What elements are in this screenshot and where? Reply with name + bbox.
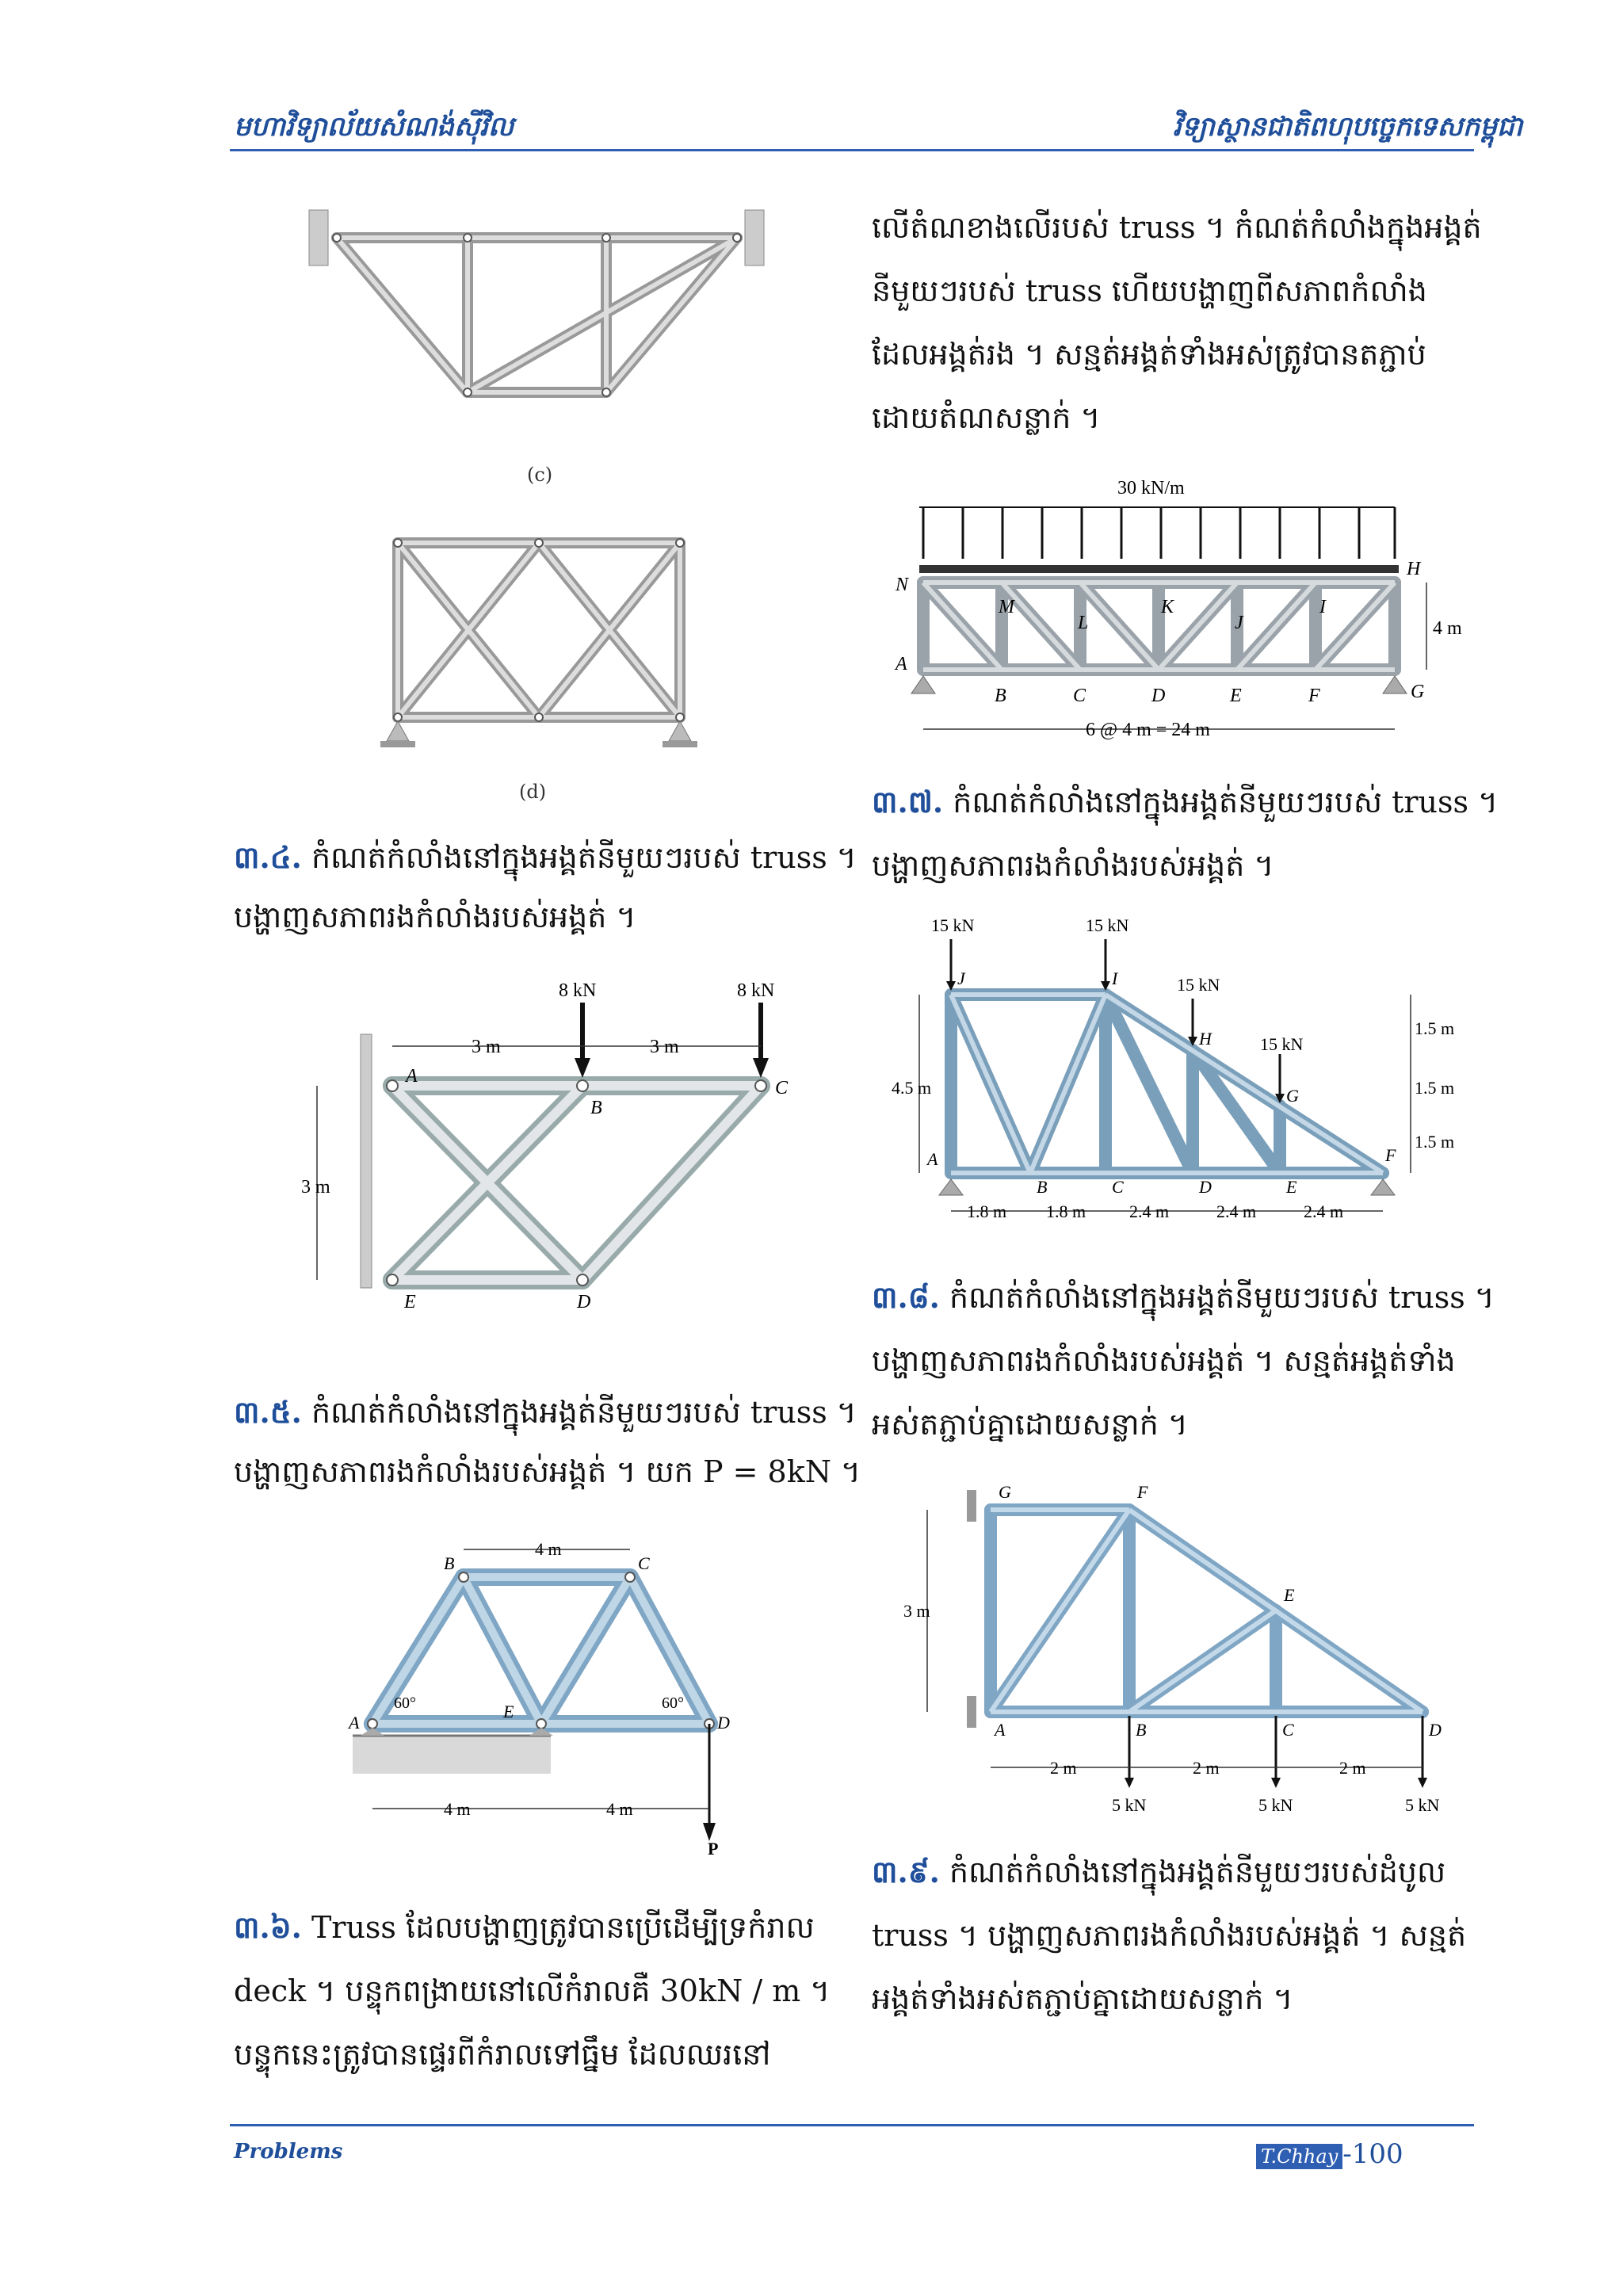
fig36-height: 4 m — [1433, 618, 1462, 639]
fig35-load: P — [708, 1839, 719, 1859]
problem-3-8-line3: អស់តភ្ជាប់គ្នាដោយសន្លាក់ ។ — [872, 1407, 1188, 1442]
fig34-label-b: B — [590, 1098, 602, 1118]
footer-page-number: -100 — [1342, 2138, 1403, 2170]
problem-3-5-number: ៣.៥. — [234, 1394, 302, 1430]
fig37-label-a: A — [927, 1149, 938, 1169]
fig35-bottom-dim1: 4 m — [444, 1799, 471, 1819]
footer-page — [1256, 2138, 1403, 2170]
problem-3-4-line2: បង្ហាញសភាពរងកំលាំងរបស់អង្គត់ ។ — [234, 900, 636, 934]
fig38-load-c: 5 kN — [1258, 1795, 1293, 1815]
fig37-label-g: G — [1286, 1086, 1299, 1106]
fig36-label-f: F — [1308, 686, 1320, 706]
fig38-label-b: B — [1136, 1720, 1147, 1740]
fig38-label-f: F — [1137, 1482, 1148, 1502]
fig35-label-e: E — [503, 1702, 514, 1721]
fig34-dim1: 3 m — [472, 1037, 501, 1057]
problem-3-9-number: ៣.៩. — [872, 1854, 940, 1889]
fig37-height: 4.5 m — [892, 1078, 932, 1098]
problem-3-7-number: ៣.៧. — [872, 784, 944, 819]
header-left: មហាវិទ្យាល័យសំណង់ស៊ីវិល — [234, 111, 514, 143]
fig38-label-g: G — [999, 1482, 1011, 1502]
fig34-height: 3 m — [301, 1177, 330, 1198]
problem-3-6-cont-line4: ដោយតំណសន្លាក់ ។ — [872, 400, 1101, 435]
fig36-label-j: J — [1235, 613, 1243, 633]
fig37-bottom-dim5: 2.4 m — [1304, 1201, 1344, 1221]
problem-3-5-line1 — [234, 1383, 857, 1442]
problem-3-5-line2: បង្ហាញសភាពរងកំលាំងរបស់អង្គត់ ។ យក P = 8kN ។ — [234, 1454, 861, 1489]
problem-3-4-text: កំណត់កំលាំងនៅក្នុងអង្គត់នីមួយៗរបស់ truss ។ — [311, 840, 857, 875]
fig37-label-b: B — [1037, 1177, 1048, 1197]
fig38-label-e: E — [1284, 1585, 1295, 1605]
fig37-label-c: C — [1112, 1177, 1124, 1197]
fig34-load-b: 8 kN — [559, 980, 597, 1001]
problem-3-8-line1 — [872, 1268, 1495, 1327]
fig37-load-g: 15 kN — [1260, 1034, 1304, 1054]
problem-3-6-line1 — [234, 1898, 815, 1957]
problem-3-4-line1 — [234, 828, 857, 887]
figure-d — [380, 523, 697, 753]
fig37-load-i: 15 kN — [1086, 915, 1129, 935]
fig37-right-dim3: 1.5 m — [1415, 1132, 1455, 1152]
problem-3-7-line2: បង្ហាញសភាពរងកំលាំងរបស់អង្គត់ ។ — [872, 848, 1274, 883]
fig38-label-c: C — [1282, 1720, 1294, 1740]
fig36-label-n: N — [896, 575, 909, 595]
fig37-load-j: 15 kN — [931, 915, 975, 935]
fig37-load-h: 15 kN — [1177, 975, 1220, 995]
fig37-label-f: F — [1385, 1145, 1396, 1165]
figure-3-5 — [337, 1526, 781, 1859]
problem-3-6-number: ៣.៦. — [234, 1909, 302, 1945]
fig35-label-c: C — [638, 1553, 650, 1573]
problem-3-5-text: កំណត់កំលាំងនៅក្នុងអង្គត់នីមួយៗរបស់ truss ។ — [311, 1395, 857, 1430]
problem-3-6-cont-line3: ដែលអង្គត់រង ។ សន្មត់អង្គត់ទាំងអស់ត្រូវបានតភ្ជាប់ — [872, 337, 1426, 372]
fig36-label-d: D — [1151, 686, 1166, 706]
fig36-load: 30 kN/m — [1117, 478, 1185, 499]
problem-3-8-line2: បង្ហាញសភាពរងកំលាំងរបស់អង្គត់ ។ សន្មត់អង្គត់ទាំង — [872, 1343, 1456, 1378]
fig35-label-a: A — [349, 1713, 360, 1733]
fig37-bottom-dim3: 2.4 m — [1129, 1201, 1170, 1221]
figure-d-caption: (d) — [519, 781, 547, 803]
fig37-label-i: I — [1112, 968, 1118, 988]
footer-left: Problems — [234, 2140, 343, 2164]
fig37-bottom-dim1: 1.8 m — [967, 1201, 1007, 1221]
figure-3-6 — [888, 472, 1474, 757]
fig36-label-m: M — [999, 597, 1014, 617]
fig36-label-b: B — [995, 686, 1006, 706]
problem-3-7-line1 — [872, 773, 1498, 831]
fig36-label-e: E — [1230, 686, 1242, 706]
fig36-label-l: L — [1078, 613, 1089, 633]
fig37-right-dim2: 1.5 m — [1415, 1078, 1455, 1098]
fig35-angle1: 60° — [394, 1694, 416, 1712]
problem-3-7-text: កំណត់កំលាំងនៅក្នុងអង្គត់នីមួយៗរបស់ truss ។ — [953, 785, 1499, 819]
fig38-label-d: D — [1429, 1720, 1442, 1740]
problem-3-6-cont-line1: លើតំណខាងលើរបស់ truss ។ កំណត់កំលាំងក្នុងអង្គត់ — [872, 210, 1482, 245]
fig36-label-h: H — [1407, 559, 1421, 579]
fig36-label-c: C — [1073, 686, 1086, 706]
footer-rule — [230, 2124, 1474, 2126]
fig34-label-d: D — [577, 1292, 591, 1312]
fig38-load-d: 5 kN — [1405, 1795, 1440, 1815]
figure-3-7 — [888, 911, 1474, 1228]
fig38-label-a: A — [995, 1720, 1006, 1740]
fig35-top-dim: 4 m — [535, 1539, 562, 1559]
fig35-label-d: D — [717, 1713, 730, 1733]
fig37-label-d: D — [1199, 1177, 1212, 1197]
problem-3-9-line2: truss ។ បង្ហាញសភាពរងកំលាំងរបស់អង្គត់ ។ សន្មត់ — [872, 1918, 1467, 1953]
fig37-bottom-dim2: 1.8 m — [1046, 1201, 1086, 1221]
fig34-label-e: E — [404, 1292, 416, 1312]
fig38-bottom-dim2: 2 m — [1193, 1758, 1220, 1778]
problem-3-6-text: Truss ដែលបង្ហាញត្រូវបានប្រើដើម្បីទ្រកំរាល — [311, 1910, 815, 1945]
footer-tag: T.Chhay — [1256, 2144, 1342, 2169]
problem-3-9-text: កំណត់កំលាំងនៅក្នុងអង្គត់នីមួយៗរបស់ដំបូល — [949, 1855, 1446, 1889]
fig34-load-c: 8 kN — [737, 980, 775, 1001]
fig35-angle2: 60° — [662, 1694, 684, 1712]
fig34-label-c: C — [775, 1078, 789, 1098]
figure-c — [301, 202, 777, 416]
problem-3-8-text: កំណត់កំលាំងនៅក្នុងអង្គត់នីមួយៗរបស់ truss ។ — [949, 1280, 1495, 1315]
fig37-label-h: H — [1199, 1029, 1212, 1049]
figure-3-4 — [285, 979, 808, 1320]
fig37-label-j: J — [957, 968, 965, 988]
problem-3-6-cont-line2: នីមួយៗរបស់ truss ហើយបង្ហាញពីសភាពកំលាំង — [872, 273, 1427, 308]
figure-3-8 — [892, 1474, 1478, 1831]
fig37-bottom-dim4: 2.4 m — [1216, 1201, 1257, 1221]
problem-3-9-line3: អង្គត់ទាំងអស់តភ្ជាប់គ្នាដោយសន្លាក់ ។ — [872, 1981, 1293, 2016]
fig36-span: 6 @ 4 m = 24 m — [1086, 720, 1210, 740]
fig37-label-e: E — [1286, 1177, 1297, 1197]
figure-c-caption: (c) — [527, 464, 553, 486]
problem-3-8-number: ៣.៨. — [872, 1279, 940, 1315]
fig35-label-b: B — [444, 1553, 455, 1573]
fig34-dim2: 3 m — [650, 1037, 679, 1057]
problem-3-6-line2: deck ។ បន្ទុកពង្រាយនៅលើកំរាលគឺ 30kN / m ។ — [234, 1973, 831, 2008]
fig38-load-b: 5 kN — [1112, 1795, 1147, 1815]
fig36-label-g: G — [1411, 682, 1425, 702]
fig36-label-k: K — [1161, 597, 1174, 617]
fig35-bottom-dim2: 4 m — [606, 1799, 633, 1819]
problem-3-6-line3: បន្ទុកនេះត្រូវបានផ្ទេរពីកំរាលទៅធ្នឹម ដែលឈរនៅ — [234, 2037, 771, 2072]
problem-3-4-number: ៣.៤. — [234, 839, 302, 875]
fig38-bottom-dim3: 2 m — [1339, 1758, 1366, 1778]
fig36-label-i: I — [1319, 597, 1326, 617]
fig38-bottom-dim1: 2 m — [1050, 1758, 1077, 1778]
problem-3-9-line1 — [872, 1843, 1445, 1901]
header-right: វិទ្យាស្ថានជាតិពហុបច្ចេកទេសកម្ពុជា — [1173, 111, 1523, 143]
fig38-height: 3 m — [903, 1601, 930, 1621]
header-rule — [230, 149, 1474, 151]
fig34-label-a: A — [406, 1066, 418, 1087]
fig36-label-a: A — [896, 654, 907, 674]
fig37-right-dim1: 1.5 m — [1415, 1018, 1455, 1038]
